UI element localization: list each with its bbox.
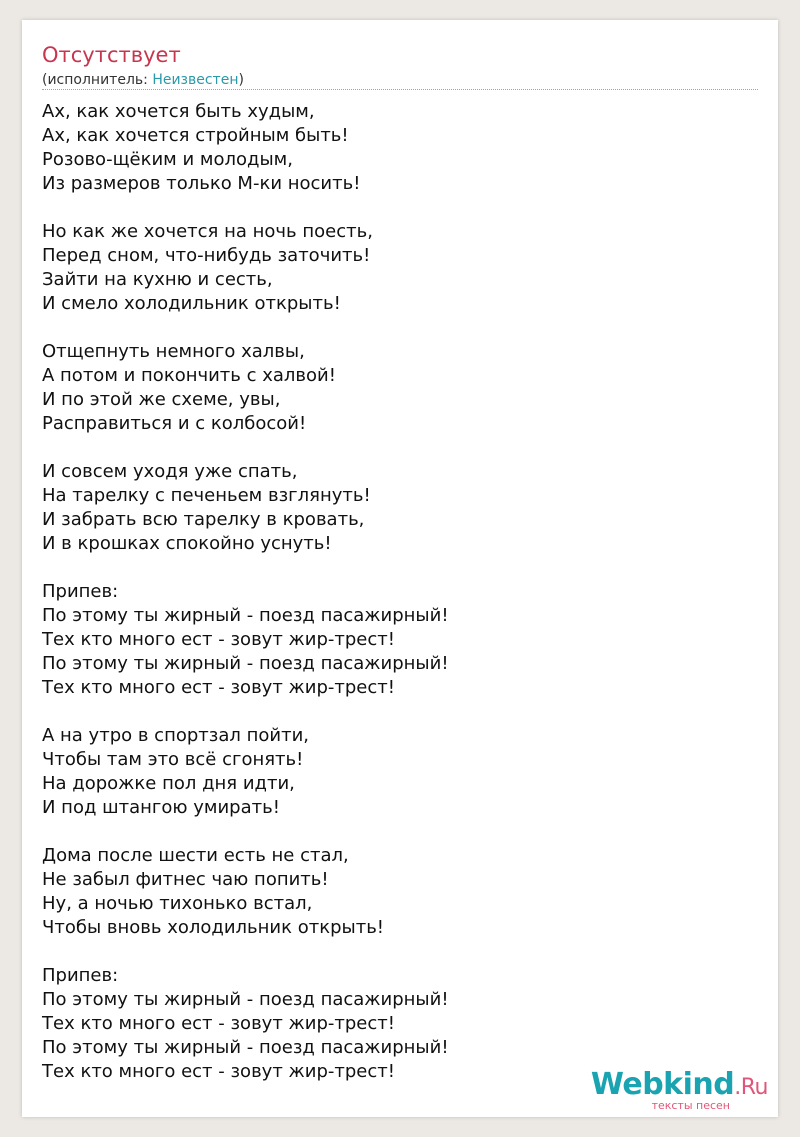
lyrics-line: И под штангою умирать!: [42, 797, 280, 818]
lyrics-line: Перед сном, что-нибудь заточить!: [42, 245, 371, 266]
lyrics-line: И смело холодильник открыть!: [42, 293, 341, 314]
artist-suffix: ): [238, 72, 244, 88]
lyrics-line: А на утро в спортзал пойти,: [42, 725, 309, 746]
artist-prefix: (исполнитель:: [42, 72, 153, 88]
lyrics-line: Припев:: [42, 581, 119, 602]
lyrics-line: Расправиться и с колбосой!: [42, 413, 307, 434]
lyrics-line: По этому ты жирный - поезд пасажирный!: [42, 605, 449, 626]
logo-tagline: тексты песен: [651, 1099, 730, 1112]
lyrics-line: Отщепнуть немного халвы,: [42, 341, 305, 362]
lyrics-line: Дома после шести есть не стал,: [42, 845, 349, 866]
lyrics-line: Чтобы там это всё сгонять!: [42, 749, 304, 770]
lyrics-stanza: [42, 964, 758, 1084]
lyrics-text: [42, 100, 758, 1108]
lyrics-line: На тарелку с печеньем взглянуть!: [42, 485, 371, 506]
lyrics-line: И совсем уходя уже спать,: [42, 461, 298, 482]
lyrics-line: Тех кто много ест - зовут жир-трест!: [42, 629, 395, 650]
lyrics-line: Из размеров только М-ки носить!: [42, 173, 361, 194]
lyrics-line: Ах, как хочется стройным быть!: [42, 125, 349, 146]
lyrics-line: Тех кто много ест - зовут жир-трест!: [42, 1013, 395, 1034]
lyrics-stanza: [42, 724, 758, 820]
lyrics-line: И по этой же схеме, увы,: [42, 389, 281, 410]
lyrics-line: По этому ты жирный - поезд пасажирный!: [42, 653, 449, 674]
lyrics-sheet: [22, 20, 778, 1117]
lyrics-stanza: [42, 220, 758, 316]
lyrics-stanza: [42, 100, 758, 196]
song-title: Отсутствует: [42, 43, 181, 67]
lyrics-line: Тех кто много ест - зовут жир-трест!: [42, 1061, 395, 1082]
logo-name: Webkind: [590, 1067, 735, 1102]
lyrics-line: Тех кто много ест - зовут жир-трест!: [42, 677, 395, 698]
lyrics-stanza: [42, 460, 758, 556]
artist-link[interactable]: Неизвестен: [152, 72, 239, 88]
lyrics-line: А потом и покончить с халвой!: [42, 365, 336, 386]
lyrics-line: Не забыл фитнес чаю попить!: [42, 869, 329, 890]
lyrics-line: Ах, как хочется быть худым,: [42, 101, 315, 122]
lyrics-line: Но как же хочется на ночь поесть,: [42, 221, 373, 242]
lyrics-line: Припев:: [42, 965, 119, 986]
lyrics-line: По этому ты жирный - поезд пасажирный!: [42, 1037, 449, 1058]
lyrics-stanza: [42, 844, 758, 940]
lyrics-line: На дорожке пол дня идти,: [42, 773, 295, 794]
lyrics-line: Зайти на кухню и сесть,: [42, 269, 273, 290]
lyrics-stanza: [42, 580, 758, 700]
artist-line: [42, 71, 244, 89]
site-logo[interactable]: [591, 1069, 768, 1111]
lyrics-line: Ну, а ночью тихонько встал,: [42, 893, 313, 914]
logo-tld: .Ru: [734, 1075, 768, 1100]
lyrics-line: И в крошках спокойно уснуть!: [42, 533, 332, 554]
lyrics-line: По этому ты жирный - поезд пасажирный!: [42, 989, 449, 1010]
lyrics-line: Розово-щёким и молодым,: [42, 149, 293, 170]
lyrics-stanza: [42, 340, 758, 436]
title-divider: [42, 89, 758, 90]
lyrics-line: И забрать всю тарелку в кровать,: [42, 509, 365, 530]
lyrics-line: Чтобы вновь холодильник открыть!: [42, 917, 385, 938]
